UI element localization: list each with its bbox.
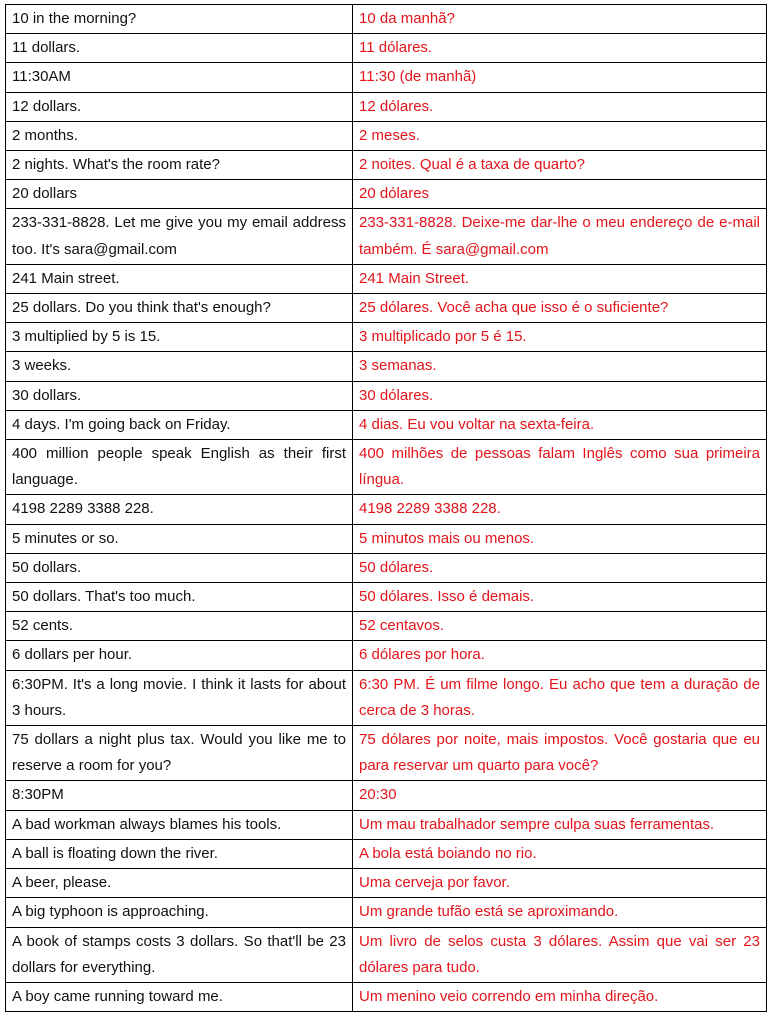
portuguese-translation-cell: 6 dólares por hora. xyxy=(353,641,767,670)
english-phrase-cell: 10 in the morning? xyxy=(6,5,353,34)
portuguese-translation-cell: 12 dólares. xyxy=(353,92,767,121)
table-row xyxy=(6,151,767,180)
portuguese-translation-cell: Um grande tufão está se aproximando. xyxy=(353,898,767,927)
portuguese-translation-cell: 2 noites. Qual é a taxa de quarto? xyxy=(353,151,767,180)
table-row xyxy=(6,583,767,612)
portuguese-translation-cell: 11 dólares. xyxy=(353,34,767,63)
table-row xyxy=(6,495,767,524)
english-phrase-cell: 6 dollars per hour. xyxy=(6,641,353,670)
table-row xyxy=(6,869,767,898)
table-row xyxy=(6,670,767,725)
portuguese-translation-cell: 400 milhões de pessoas falam Inglês como sua primeira língua. xyxy=(353,440,767,495)
english-phrase-cell: 2 nights. What's the room rate? xyxy=(6,151,353,180)
portuguese-translation-cell: 50 dólares. Isso é demais. xyxy=(353,583,767,612)
table-row xyxy=(6,612,767,641)
table-row xyxy=(6,209,767,264)
table-row xyxy=(6,92,767,121)
portuguese-translation-cell: 241 Main Street. xyxy=(353,264,767,293)
phrase-table-body xyxy=(6,5,767,1012)
english-phrase-cell: 3 multiplied by 5 is 15. xyxy=(6,323,353,352)
english-phrase-cell: 30 dollars. xyxy=(6,381,353,410)
english-phrase-cell: 11 dollars. xyxy=(6,34,353,63)
english-phrase-cell: 25 dollars. Do you think that's enough? xyxy=(6,294,353,323)
table-row xyxy=(6,121,767,150)
portuguese-translation-cell: Um livro de selos custa 3 dólares. Assim que vai ser 23 dólares para tudo. xyxy=(353,927,767,982)
table-row xyxy=(6,641,767,670)
english-phrase-cell: 5 minutes or so. xyxy=(6,524,353,553)
table-row xyxy=(6,410,767,439)
english-phrase-cell: A bad workman always blames his tools. xyxy=(6,810,353,839)
portuguese-translation-cell: A bola está boiando no rio. xyxy=(353,839,767,868)
portuguese-translation-cell: 30 dólares. xyxy=(353,381,767,410)
english-phrase-cell: 8:30PM xyxy=(6,781,353,810)
table-row xyxy=(6,781,767,810)
table-row xyxy=(6,180,767,209)
portuguese-translation-cell: 52 centavos. xyxy=(353,612,767,641)
table-row xyxy=(6,352,767,381)
english-phrase-cell: A big typhoon is approaching. xyxy=(6,898,353,927)
english-phrase-cell: 241 Main street. xyxy=(6,264,353,293)
english-phrase-cell: A ball is floating down the river. xyxy=(6,839,353,868)
portuguese-translation-cell: 3 semanas. xyxy=(353,352,767,381)
table-row xyxy=(6,63,767,92)
english-phrase-cell: 50 dollars. That's too much. xyxy=(6,583,353,612)
table-row xyxy=(6,810,767,839)
english-phrase-cell: 4 days. I'm going back on Friday. xyxy=(6,410,353,439)
english-phrase-cell: 52 cents. xyxy=(6,612,353,641)
table-row xyxy=(6,34,767,63)
english-phrase-cell: A beer, please. xyxy=(6,869,353,898)
portuguese-translation-cell: 3 multiplicado por 5 é 15. xyxy=(353,323,767,352)
portuguese-translation-cell: 50 dólares. xyxy=(353,553,767,582)
table-row xyxy=(6,553,767,582)
table-row xyxy=(6,982,767,1011)
table-row xyxy=(6,264,767,293)
table-row xyxy=(6,294,767,323)
portuguese-translation-cell: 25 dólares. Você acha que isso é o suficiente? xyxy=(353,294,767,323)
portuguese-translation-cell: 11:30 (de manhã) xyxy=(353,63,767,92)
table-row xyxy=(6,839,767,868)
english-phrase-cell: 4198 2289 3388 228. xyxy=(6,495,353,524)
portuguese-translation-cell: Um mau trabalhador sempre culpa suas ferramentas. xyxy=(353,810,767,839)
english-phrase-cell: 50 dollars. xyxy=(6,553,353,582)
english-phrase-cell: 6:30PM. It's a long movie. I think it lasts for about 3 hours. xyxy=(6,670,353,725)
table-row xyxy=(6,927,767,982)
english-phrase-cell: 11:30AM xyxy=(6,63,353,92)
english-phrase-cell: 12 dollars. xyxy=(6,92,353,121)
portuguese-translation-cell: 4198 2289 3388 228. xyxy=(353,495,767,524)
portuguese-translation-cell: 4 dias. Eu vou voltar na sexta-feira. xyxy=(353,410,767,439)
portuguese-translation-cell: Um menino veio correndo em minha direção. xyxy=(353,982,767,1011)
english-phrase-cell: 2 months. xyxy=(6,121,353,150)
portuguese-translation-cell: 75 dólares por noite, mais impostos. Você gostaria que eu para reservar um quarto para você? xyxy=(353,726,767,781)
table-row xyxy=(6,323,767,352)
english-phrase-cell: 233-331-8828. Let me give you my email address too. It's sara@gmail.com xyxy=(6,209,353,264)
table-row xyxy=(6,726,767,781)
table-row xyxy=(6,381,767,410)
portuguese-translation-cell: 5 minutos mais ou menos. xyxy=(353,524,767,553)
phrase-table xyxy=(5,4,767,1012)
table-row xyxy=(6,5,767,34)
portuguese-translation-cell: 2 meses. xyxy=(353,121,767,150)
english-phrase-cell: A boy came running toward me. xyxy=(6,982,353,1011)
english-phrase-cell: 20 dollars xyxy=(6,180,353,209)
english-phrase-cell: 75 dollars a night plus tax. Would you like me to reserve a room for you? xyxy=(6,726,353,781)
portuguese-translation-cell: 20:30 xyxy=(353,781,767,810)
portuguese-translation-cell: 6:30 PM. É um filme longo. Eu acho que tem a duração de cerca de 3 horas. xyxy=(353,670,767,725)
table-row xyxy=(6,524,767,553)
english-phrase-cell: 3 weeks. xyxy=(6,352,353,381)
table-row xyxy=(6,440,767,495)
portuguese-translation-cell: 20 dólares xyxy=(353,180,767,209)
portuguese-translation-cell: Uma cerveja por favor. xyxy=(353,869,767,898)
portuguese-translation-cell: 10 da manhã? xyxy=(353,5,767,34)
table-row xyxy=(6,898,767,927)
english-phrase-cell: A book of stamps costs 3 dollars. So that'll be 23 dollars for everything. xyxy=(6,927,353,982)
english-phrase-cell: 400 million people speak English as their first language. xyxy=(6,440,353,495)
portuguese-translation-cell: 233-331-8828. Deixe-me dar-lhe o meu endereço de e-mail também. É sara@gmail.com xyxy=(353,209,767,264)
